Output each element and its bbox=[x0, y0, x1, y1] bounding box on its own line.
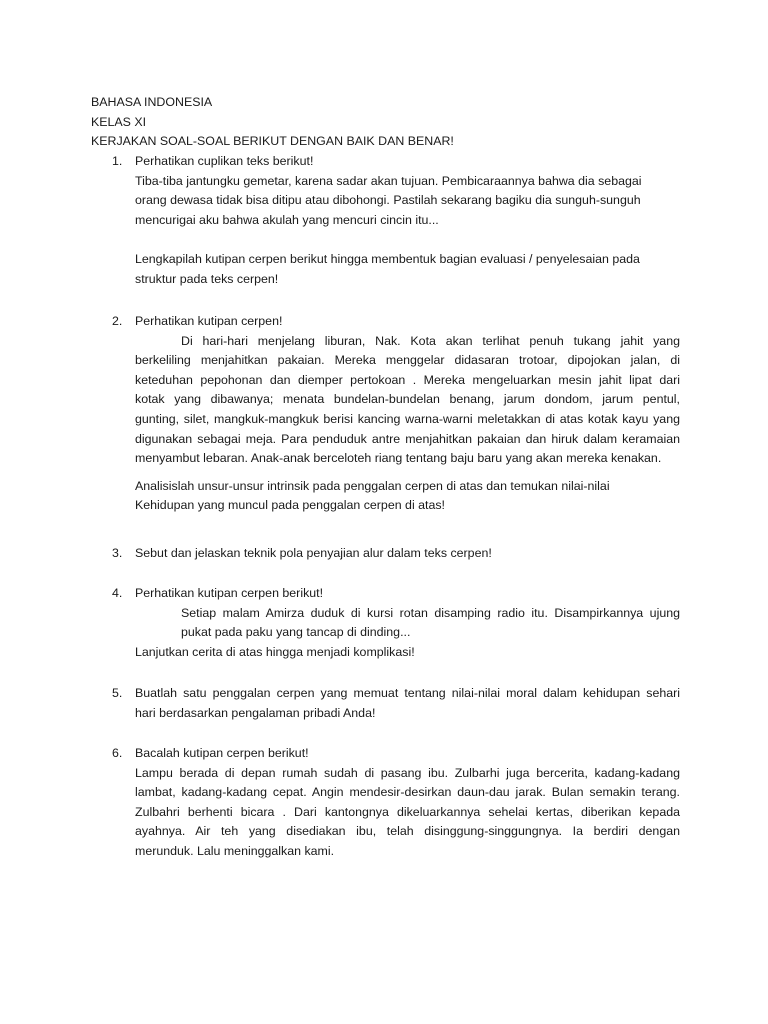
question-title: Perhatikan kutipan cerpen berikut! bbox=[135, 586, 324, 600]
document-header bbox=[91, 93, 691, 152]
question-number: 5. bbox=[112, 686, 123, 700]
question-body bbox=[135, 152, 680, 289]
passage-line: Setiap malam Amirza duduk di kursi rotan disamping radio itu. Disampirkannya ujung bbox=[181, 605, 680, 620]
passage-line: mencurigai aku bahwa akulah yang mencuri cincin itu... bbox=[135, 212, 439, 227]
passage-line: pukat pada paku yang tancap di dinding... bbox=[181, 625, 411, 640]
task-line: Analisislah unsur-unsur intrinsik pada penggalan cerpen di atas dan temukan nilai-nilai bbox=[135, 478, 610, 493]
passage-line: digunakan sebagai meja. Para penduduk antre menjahitkan pakaian dan hiruk dalam keramaian bbox=[135, 431, 680, 446]
subject-heading: BAHASA INDONESIA bbox=[91, 95, 213, 109]
question-number: 1. bbox=[112, 154, 123, 168]
passage-line: ayahnya. Air teh yang disediakan ibu, telah disinggung-singgungnya. Ia berdiri dengan bbox=[135, 824, 680, 839]
question-title: hari berdasarkan pengalaman pribadi Anda! bbox=[135, 705, 376, 720]
task-line: Lanjutkan cerita di atas hingga menjadi komplikasi! bbox=[135, 644, 415, 659]
question-title: Sebut dan jelaskan teknik pola penyajian alur dalam teks cerpen! bbox=[135, 546, 492, 560]
passage-line: berkeliling menjahitkan pakaian. Mereka menggelar didasaran trotoar, dipojokan jalan, di bbox=[135, 353, 680, 368]
question-number: 4. bbox=[112, 586, 123, 600]
instruction-heading: KERJAKAN SOAL-SOAL BERIKUT DENGAN BAIK DAN BENAR! bbox=[91, 134, 454, 149]
question-title: Bacalah kutipan cerpen berikut! bbox=[135, 746, 309, 760]
class-heading: KELAS XI bbox=[91, 114, 147, 129]
passage-line: menyambut lebaran. Anak-anak berceloteh riang tentang baju baru yang akan mereka kenakan. bbox=[135, 451, 662, 466]
question-number: 6. bbox=[112, 746, 123, 760]
question-number: 3. bbox=[112, 546, 123, 560]
passage-line: Lampu berada di depan rumah sudah di pasang ibu. Zulbarhi juga bercerita, kadang-kadang bbox=[135, 765, 680, 780]
passage-line: Di hari-hari menjelang liburan, Nak. Kota akan terlihat penuh tukang jahit yang bbox=[181, 333, 680, 348]
question-title: Perhatikan cuplikan teks berikut! bbox=[135, 154, 314, 168]
question-body bbox=[135, 312, 680, 516]
question-title: Perhatikan kutipan cerpen! bbox=[135, 314, 283, 328]
question-body bbox=[135, 544, 680, 564]
passage-line: orang dewasa tidak bisa ditipu atau dibohongi. Pastilah sekarang bagiku dia sunguh-sunguh bbox=[135, 193, 641, 208]
passage-line: merunduk. Lalu meninggalkan kami. bbox=[135, 843, 335, 858]
question-number: 2. bbox=[112, 314, 123, 328]
passage-line: keteduhan pepohonan dan diemper pertokoan . Mereka mengeluarkan mesin jahit lipat dari bbox=[135, 372, 680, 387]
passage-line: Zulbahri berhenti bicara . Dari kantongnya dikeluarkannya sehelai kertas, diberikan kepada bbox=[135, 804, 680, 819]
passage-line: kotak yang dibawanya; menata bundelan-bundelan benang, jarum dondom, jarum pentul, bbox=[135, 392, 680, 407]
task-line: Kehidupan yang muncul pada penggalan cerpen di atas! bbox=[135, 498, 446, 513]
task-line: struktur pada teks cerpen! bbox=[135, 271, 279, 286]
task-line: Lengkapilah kutipan cerpen berikut hingga membentuk bagian evaluasi / penyelesaian pada bbox=[135, 251, 640, 266]
question-body bbox=[135, 684, 680, 723]
passage-line: lambat, kadang-kadang cepat. Angin mendesir-desirkan daun-dau jarak. Bulan semakin terang. bbox=[135, 785, 680, 800]
question-body bbox=[135, 584, 680, 662]
question-title: Buatlah satu penggalan cerpen yang memuat tentang nilai-nilai moral dalam kehidupan sehari bbox=[135, 686, 680, 700]
passage-line: gunting, silet, mangkuk-mangkuk berisi kancing warna-warni meletakkan di atas kotak kayu yang bbox=[135, 411, 680, 426]
question-body bbox=[135, 744, 680, 862]
passage-line: Tiba-tiba jantungku gemetar, karena sadar akan tujuan. Pembicaraannya bahwa dia sebagai bbox=[135, 173, 642, 188]
